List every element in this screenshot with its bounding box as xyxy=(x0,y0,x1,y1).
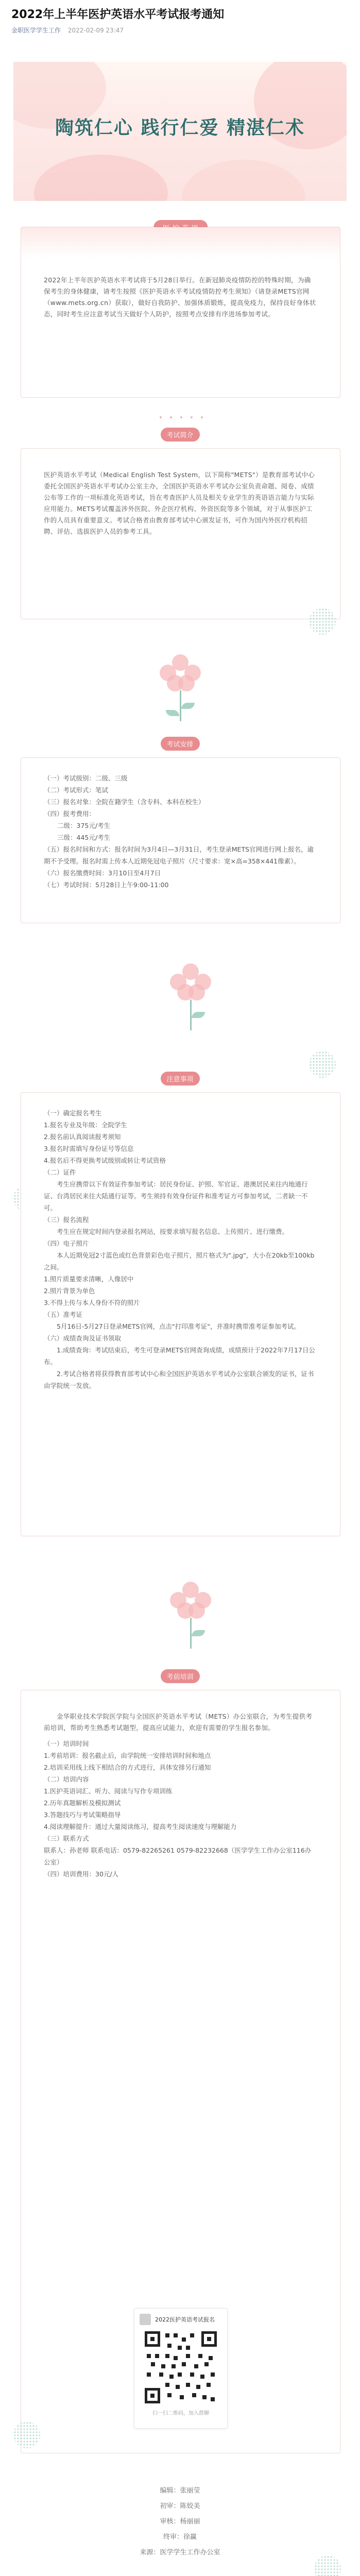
credit-line: 来源：医学学生工作办公室 xyxy=(140,2549,220,2556)
notes-line: 本人近期免冠2寸蓝色或红色背景彩色电子照片，照片格式为".jpg"，大小在20kb至100kb之间。 xyxy=(44,1251,315,1271)
training-body xyxy=(44,1711,317,1880)
details-line: （三）报名对象：全院在籍学生（含专科、本科在校生） xyxy=(44,798,205,806)
overview-label: 考试简介 xyxy=(160,428,199,442)
details-line: 三级：445元/考生 xyxy=(57,834,111,841)
notes-line: 1.报名专业及年级：全院学生 xyxy=(44,1121,127,1129)
dot-pattern xyxy=(309,608,336,635)
details-line: （一）考试级别：二级、三级 xyxy=(44,774,128,782)
training-line: （四）培训费用：30元/人 xyxy=(44,1870,119,1878)
account-link[interactable]: 金职医学学生工作 xyxy=(11,27,61,34)
intro-body xyxy=(44,275,317,320)
notes-label: 注意事项 xyxy=(160,1072,199,1086)
details-line: （六）报名缴费时间：3月10日至4月7日 xyxy=(44,869,161,877)
notes-line: （五）准考证 xyxy=(44,1311,83,1318)
notes-line: （二）证件 xyxy=(44,1168,76,1176)
training-line: 2.培训采用线上线下相结合的方式进行，具体安排另行通知 xyxy=(44,1764,211,1771)
notes-line: 考生应在规定时间内登录报名网站，按要求填写报名信息、上传照片、进行缴费。 xyxy=(57,1228,289,1235)
notes-line: 2.报名前认真阅读报考须知 xyxy=(44,1133,121,1141)
notes-line: （四）电子照片 xyxy=(44,1240,89,1247)
flower-decoration xyxy=(144,649,216,721)
training-line: 2.历年真题解析及模拟测试 xyxy=(44,1799,121,1807)
details-line: （七）考试时间：5月28日上午9:00-11:00 xyxy=(44,881,169,889)
overview-card xyxy=(21,448,340,619)
notes-line: 1.照片质量要求清晰，人像居中 xyxy=(44,1275,134,1283)
credit-line: 编辑：张丽莹 xyxy=(160,2487,200,2495)
notes-line: 1.成绩查询：考试结束后，考生可登录METS官网查询成绩，成绩预计于2022年7月17日公布。 xyxy=(44,1346,315,1366)
flower-decoration xyxy=(155,1577,227,1649)
notes-line: 3.报名时需填写身份证号等信息 xyxy=(44,1145,134,1153)
card-top-wash xyxy=(21,227,340,258)
credit-line: 审核：杨丽丽 xyxy=(160,2518,200,2526)
training-label: 考前培训 xyxy=(160,1669,199,1683)
training-line: 4.阅读理解提升：通过大量阅读练习，提高考生阅读速度与理解能力 xyxy=(44,1823,237,1831)
credit-line: 终审：徐赢 xyxy=(163,2533,197,2541)
flower-decoration xyxy=(155,958,227,1030)
article-meta xyxy=(11,26,349,35)
credit-line: 初审：陈姣美 xyxy=(160,2502,200,2510)
publish-date: 2022-02-09 23:47 xyxy=(67,27,124,34)
intro-paragraph: 2022年上半年医护英语水平考试将于5月28日举行。在新冠肺炎疫情防控的特殊时期，为确保考生的身体健康，请考生按照《医护英语水平考试疫情防控考生须知》（请登录METS官网（www.mets.org.cn）获取），做好自我防护、加强体质锻炼，提高免疫力，保持良好身体状态，同时考生应注意考试当天做好个人防护，按照考点安排有序进场参加考试。 xyxy=(44,276,316,318)
overview-body xyxy=(44,469,317,537)
watercolor-blot xyxy=(182,160,305,201)
qr-code[interactable] xyxy=(145,2331,217,2403)
training-line: （一）培训时间 xyxy=(44,1740,89,1748)
notes-line: （一）确定报名考生 xyxy=(44,1109,102,1117)
dot-pattern xyxy=(13,2421,40,2448)
article-header xyxy=(0,0,360,35)
notes-card xyxy=(21,1092,340,1536)
details-line: （五）报名时间和方式：报名时间为3月4日—3月31日，考生登录METS官网进行网上报名，逾期不予受理。报名时需上传本人近期免冠电子照片（尺寸要求：宽×高=358×441像素）。 xyxy=(44,845,314,865)
notes-body xyxy=(44,1107,317,1392)
details-card xyxy=(21,757,340,923)
qr-caption: 扫一扫二维码，加入群聊 xyxy=(152,2411,209,2416)
details-label: 考试安排 xyxy=(160,737,199,751)
qr-pattern-icon xyxy=(145,2331,217,2403)
intro-card xyxy=(21,227,340,398)
notes-line: 4.报名后不得更换考试级别或转让考试资格 xyxy=(44,1157,166,1164)
details-line: 二级：375元/考生 xyxy=(57,822,111,829)
training-line: 1.医护英语词汇、听力、阅读与写作专项训练 xyxy=(44,1787,173,1795)
notes-line: （三）报名流程 xyxy=(44,1216,89,1224)
qr-header xyxy=(134,2309,227,2328)
notes-line: 2.考试合格者将获得教育部考试中心和全国医护英语水平考试办公室联合颁发的证书，证书由学院统一发放。 xyxy=(44,1370,314,1389)
training-paragraph: 金华职业技术学院医学院与全国医护英语水平考试（METS）办公室联合，为考生提供考前培训，帮助考生熟悉考试题型，提高应试能力，欢迎有需要的学生报名参加。 xyxy=(44,1713,313,1732)
details-body xyxy=(44,772,317,891)
watercolor-blot xyxy=(34,155,168,201)
banner-slogan: 陶筑仁心 践行仁爱 精湛仁术 xyxy=(55,117,305,139)
credits xyxy=(0,2483,360,2561)
dot-pattern xyxy=(309,1051,336,1078)
qr-card[interactable] xyxy=(134,2308,228,2429)
training-line: （二）培训内容 xyxy=(44,1775,89,1783)
article-title: 2022年上半年医护英语水平考试报考通知 xyxy=(11,8,225,21)
notes-line: 5月16日-5月27日登录METS官网，点击"打印准考证"，并准时携带准考证参加考试。 xyxy=(57,1323,300,1330)
notes-line: 考生应携带以下有效证件参加考试：居民身份证、护照、军官证、港澳居民来往内地通行证、台湾居民来往大陆通行证等。考生须持有效身份证件和准考证方可参加考试，二者缺一不可。 xyxy=(44,1180,308,1212)
training-line: 联系人：孙老师 联系电话：0579-82265261 0579-82232668（医学学生工作办公室116办公室） xyxy=(44,1846,312,1866)
dotted-divider xyxy=(21,407,339,428)
notes-line: 3.不得上传与本人身份不符的照片 xyxy=(44,1299,140,1307)
group-avatar xyxy=(140,2314,151,2325)
banner xyxy=(13,62,347,201)
qr-group-name: 2022医护英语考试报名 xyxy=(155,2316,215,2323)
details-line: （四）报考费用： xyxy=(44,810,96,818)
training-line: （三）联系方式 xyxy=(44,1835,89,1842)
overview-paragraph: 医护英语水平考试（Medical English Test System，以下简称"METS"）是教育部考试中心委托全国医护英语水平考试办公室主办，全国医护英语水平考试办公室负责命题、阅卷、成绩公布等工作的一项标准化英语考试，旨在考查医护人员及相关专业学生的英语语言能力与实际应用能力。METS考试覆盖涉外医院、外企医疗机构、外资医院等多个领域，对于从事医护工作的人员具有重要意义。考试合格者由教育部考试中心颁发证书，可作为国内外医疗机构招聘、评估、选拔医护人员的参考工具。 xyxy=(44,471,315,535)
notes-line: 2.照片背景为单色 xyxy=(44,1287,95,1295)
training-line: 3.答题技巧与考试策略指导 xyxy=(44,1811,121,1819)
notes-line: （六）成绩查询及证书领取 xyxy=(44,1334,122,1342)
details-line: （二）考试形式：笔试 xyxy=(44,786,109,794)
training-line: 1.考前培训：报名截止后，由学院统一安排培训时间和地点 xyxy=(44,1752,211,1759)
